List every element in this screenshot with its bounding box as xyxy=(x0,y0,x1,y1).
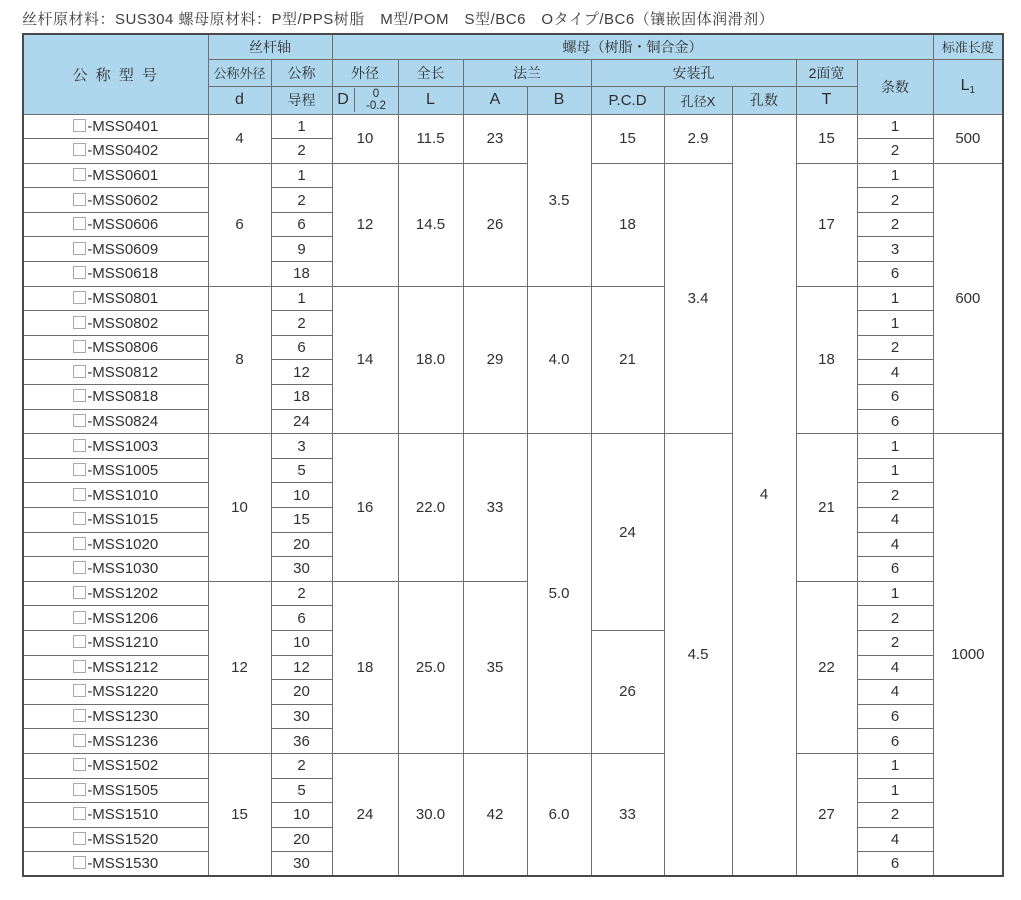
lead-cell: 9 xyxy=(271,237,332,262)
D-cell: 18 xyxy=(332,581,398,753)
model-cell xyxy=(23,827,208,852)
L1-cell: 1000 xyxy=(933,434,1003,877)
model-number: -MSS0606 xyxy=(87,216,159,234)
strips-cell: 3 xyxy=(857,237,933,262)
lead-cell: 3 xyxy=(271,434,332,459)
model-number: -MSS1010 xyxy=(87,486,159,504)
strips-cell: 4 xyxy=(857,827,933,852)
lead-cell: 20 xyxy=(271,680,332,705)
B-cell: 5.0 xyxy=(527,434,591,754)
type-placeholder-box-icon xyxy=(73,340,86,353)
lead-cell: 24 xyxy=(271,409,332,434)
model-cell xyxy=(23,557,208,582)
pcd-cell: 26 xyxy=(591,630,664,753)
header-L1-letter: L xyxy=(960,77,970,94)
B-cell: 4.0 xyxy=(527,286,591,434)
model-cell xyxy=(23,729,208,754)
L-cell: 11.5 xyxy=(398,114,463,163)
type-placeholder-box-icon xyxy=(73,242,86,255)
model-number: -MSS0824 xyxy=(87,412,159,430)
model-number: -MSS1030 xyxy=(87,560,159,578)
lead-cell: 36 xyxy=(271,729,332,754)
A-cell: 33 xyxy=(463,434,527,582)
model-cell xyxy=(23,704,208,729)
type-placeholder-box-icon xyxy=(73,217,86,230)
D-cell: 16 xyxy=(332,434,398,582)
header-screw-shaft: 丝杆轴 xyxy=(208,34,332,59)
model-cell xyxy=(23,655,208,680)
model-cell xyxy=(23,852,208,877)
strips-cell: 6 xyxy=(857,852,933,877)
model-cell xyxy=(23,114,208,139)
model-number: -MSS1206 xyxy=(87,609,159,627)
strips-cell: 1 xyxy=(857,581,933,606)
header-holeX: 孔径X xyxy=(664,86,732,114)
type-placeholder-box-icon xyxy=(73,783,86,796)
type-placeholder-box-icon xyxy=(73,758,86,771)
type-placeholder-box-icon xyxy=(73,635,86,648)
A-cell: 29 xyxy=(463,286,527,434)
L-cell: 14.5 xyxy=(398,163,463,286)
A-cell: 26 xyxy=(463,163,527,286)
pcd-cell: 18 xyxy=(591,163,664,286)
table-row xyxy=(23,581,1003,606)
model-cell xyxy=(23,508,208,533)
header-flange: 法兰 xyxy=(463,59,591,86)
model-number: -MSS1212 xyxy=(87,658,159,676)
model-cell xyxy=(23,237,208,262)
model-cell xyxy=(23,606,208,631)
A-cell: 42 xyxy=(463,753,527,876)
T-cell: 27 xyxy=(796,753,857,876)
type-placeholder-box-icon xyxy=(73,856,86,869)
model-number: -MSS1230 xyxy=(87,708,159,726)
table-header xyxy=(23,34,1003,114)
header-nominal: 公称 xyxy=(271,59,332,86)
T-cell: 17 xyxy=(796,163,857,286)
type-placeholder-box-icon xyxy=(73,537,86,550)
L1-cell: 500 xyxy=(933,114,1003,163)
table-row xyxy=(23,434,1003,459)
strips-cell: 2 xyxy=(857,188,933,213)
type-placeholder-box-icon xyxy=(73,439,86,452)
table-row xyxy=(23,286,1003,311)
model-number: -MSS0601 xyxy=(87,166,159,184)
model-cell xyxy=(23,335,208,360)
lead-cell: 2 xyxy=(271,753,332,778)
D-cell: 24 xyxy=(332,753,398,876)
model-cell xyxy=(23,360,208,385)
d-cell: 8 xyxy=(208,286,271,434)
lead-cell: 12 xyxy=(271,360,332,385)
strips-cell: 2 xyxy=(857,803,933,828)
B-cell: 3.5 xyxy=(527,114,591,286)
tolerance-lower: -0.2 xyxy=(366,100,386,112)
model-cell xyxy=(23,212,208,237)
strips-cell: 1 xyxy=(857,778,933,803)
type-placeholder-box-icon xyxy=(73,193,86,206)
model-number: -MSS0801 xyxy=(87,289,159,307)
header-mount-holes: 安装孔 xyxy=(591,59,796,86)
model-number: -MSS0609 xyxy=(87,240,159,258)
table-row xyxy=(23,753,1003,778)
model-cell xyxy=(23,409,208,434)
header-PCD: P.C.D xyxy=(591,86,664,114)
model-number: -MSS1520 xyxy=(87,831,159,849)
pcd-cell: 21 xyxy=(591,286,664,434)
lead-cell: 1 xyxy=(271,286,332,311)
lead-cell: 18 xyxy=(271,385,332,410)
strips-cell: 2 xyxy=(857,630,933,655)
model-cell xyxy=(23,311,208,336)
strips-cell: 1 xyxy=(857,458,933,483)
lead-cell: 6 xyxy=(271,335,332,360)
model-cell xyxy=(23,532,208,557)
type-placeholder-box-icon xyxy=(73,463,86,476)
A-cell: 35 xyxy=(463,581,527,753)
lead-cell: 20 xyxy=(271,827,332,852)
strips-cell: 2 xyxy=(857,483,933,508)
model-number: -MSS0818 xyxy=(87,388,159,406)
model-number: -MSS1210 xyxy=(87,634,159,652)
type-placeholder-box-icon xyxy=(73,684,86,697)
d-cell: 12 xyxy=(208,581,271,753)
lead-cell: 20 xyxy=(271,532,332,557)
model-cell xyxy=(23,286,208,311)
lead-cell: 2 xyxy=(271,311,332,336)
header-L1-sub: 1 xyxy=(969,85,976,96)
header-lead: 导程 xyxy=(271,86,332,114)
model-number: -MSS1003 xyxy=(87,437,159,455)
A-cell: 23 xyxy=(463,114,527,163)
type-placeholder-box-icon xyxy=(73,389,86,402)
type-placeholder-box-icon xyxy=(73,832,86,845)
d-cell: 10 xyxy=(208,434,271,582)
L1-cell: 600 xyxy=(933,163,1003,434)
T-cell: 15 xyxy=(796,114,857,163)
strips-cell: 6 xyxy=(857,729,933,754)
model-number: -MSS0812 xyxy=(87,363,159,381)
model-number: -MSS1020 xyxy=(87,535,159,553)
model-number: -MSS1510 xyxy=(87,806,159,824)
L-cell: 30.0 xyxy=(398,753,463,876)
holeX-cell: 2.9 xyxy=(664,114,732,163)
lead-cell: 30 xyxy=(271,704,332,729)
table-row xyxy=(23,114,1003,139)
lead-cell: 6 xyxy=(271,212,332,237)
model-cell xyxy=(23,803,208,828)
strips-cell: 1 xyxy=(857,163,933,188)
model-number: -MSS1220 xyxy=(87,683,159,701)
lead-cell: 5 xyxy=(271,458,332,483)
type-placeholder-box-icon xyxy=(73,365,86,378)
model-cell xyxy=(23,483,208,508)
L-cell: 18.0 xyxy=(398,286,463,434)
model-number: -MSS0806 xyxy=(87,339,159,357)
holeX-cell: 3.4 xyxy=(664,163,732,434)
model-number: -MSS1005 xyxy=(87,462,159,480)
strips-cell: 4 xyxy=(857,655,933,680)
lead-cell: 15 xyxy=(271,508,332,533)
lead-cell: 5 xyxy=(271,778,332,803)
strips-cell: 4 xyxy=(857,680,933,705)
model-number: -MSS1202 xyxy=(87,585,159,603)
strips-cell: 6 xyxy=(857,704,933,729)
lead-cell: 10 xyxy=(271,803,332,828)
lead-cell: 6 xyxy=(271,606,332,631)
header-D-letter: D xyxy=(337,91,349,108)
holes-cell: 4 xyxy=(732,114,796,876)
type-placeholder-box-icon xyxy=(73,168,86,181)
type-placeholder-box-icon xyxy=(73,807,86,820)
table-row xyxy=(23,163,1003,188)
D-cell: 10 xyxy=(332,114,398,163)
type-placeholder-box-icon xyxy=(73,488,86,501)
model-number: -MSS1505 xyxy=(87,781,159,799)
header-model: 公 称 型 号 xyxy=(23,34,208,114)
lead-cell: 2 xyxy=(271,581,332,606)
model-cell xyxy=(23,680,208,705)
model-number: -MSS0602 xyxy=(87,191,159,209)
type-placeholder-box-icon xyxy=(73,660,86,673)
pcd-cell: 15 xyxy=(591,114,664,163)
header-od: 外径 xyxy=(332,59,398,86)
pcd-cell: 24 xyxy=(591,434,664,631)
type-placeholder-box-icon xyxy=(73,291,86,304)
d-cell: 4 xyxy=(208,114,271,163)
model-cell xyxy=(23,778,208,803)
spec-table xyxy=(22,33,1004,877)
model-number: -MSS0618 xyxy=(87,265,159,283)
lead-cell: 2 xyxy=(271,188,332,213)
strips-cell: 2 xyxy=(857,212,933,237)
model-cell xyxy=(23,581,208,606)
type-placeholder-box-icon xyxy=(73,414,86,427)
header-D-tolerance xyxy=(354,88,398,112)
pcd-cell: 33 xyxy=(591,753,664,876)
lead-cell: 2 xyxy=(271,139,332,164)
tolerance-upper: 0 xyxy=(372,88,380,100)
model-number: -MSS0401 xyxy=(87,117,159,135)
strips-cell: 2 xyxy=(857,139,933,164)
header-two-flats: 2面宽 xyxy=(796,59,857,86)
holeX-cell: 4.5 xyxy=(664,434,732,877)
lead-cell: 18 xyxy=(271,262,332,287)
table-body xyxy=(23,114,1003,876)
header-holes: 孔数 xyxy=(732,86,796,114)
header-std-length: 标准长度 xyxy=(933,34,1003,59)
page-title: 丝杆原材料：SUS304 螺母原材料：P型/PPS树脂 M型/POM S型/BC6 Oタイプ/BC6（镶嵌固体润滑剂） xyxy=(22,11,775,28)
strips-cell: 4 xyxy=(857,508,933,533)
header-B: B xyxy=(527,86,591,114)
type-placeholder-box-icon xyxy=(73,561,86,574)
T-cell: 21 xyxy=(796,434,857,582)
type-placeholder-box-icon xyxy=(73,586,86,599)
header-total-length: 全长 xyxy=(398,59,463,86)
strips-cell: 2 xyxy=(857,335,933,360)
type-placeholder-box-icon xyxy=(73,316,86,329)
header-row-1 xyxy=(23,34,1003,59)
D-cell: 14 xyxy=(332,286,398,434)
T-cell: 18 xyxy=(796,286,857,434)
model-cell xyxy=(23,753,208,778)
model-number: -MSS1015 xyxy=(87,511,159,529)
type-placeholder-box-icon xyxy=(73,143,86,156)
lead-cell: 30 xyxy=(271,852,332,877)
type-placeholder-box-icon xyxy=(73,512,86,525)
lead-cell: 10 xyxy=(271,630,332,655)
header-nut: 螺母（树脂・铜合金） xyxy=(332,34,933,59)
header-nominal-od: 公称外径 xyxy=(208,59,271,86)
type-placeholder-box-icon xyxy=(73,266,86,279)
type-placeholder-box-icon xyxy=(73,611,86,624)
model-cell xyxy=(23,139,208,164)
strips-cell: 1 xyxy=(857,114,933,139)
model-cell xyxy=(23,434,208,459)
model-number: -MSS1530 xyxy=(87,855,159,873)
type-placeholder-box-icon xyxy=(73,734,86,747)
model-cell xyxy=(23,262,208,287)
strips-cell: 6 xyxy=(857,262,933,287)
strips-cell: 1 xyxy=(857,434,933,459)
strips-cell: 1 xyxy=(857,311,933,336)
model-cell xyxy=(23,188,208,213)
lead-cell: 10 xyxy=(271,483,332,508)
d-cell: 6 xyxy=(208,163,271,286)
header-L1 xyxy=(933,59,1003,114)
strips-cell: 1 xyxy=(857,286,933,311)
lead-cell: 12 xyxy=(271,655,332,680)
header-T: T xyxy=(796,86,857,114)
B-cell: 6.0 xyxy=(527,753,591,876)
D-cell: 12 xyxy=(332,163,398,286)
lead-cell: 1 xyxy=(271,163,332,188)
model-cell xyxy=(23,630,208,655)
strips-cell: 1 xyxy=(857,753,933,778)
header-d: d xyxy=(208,86,271,114)
strips-cell: 6 xyxy=(857,385,933,410)
strips-cell: 6 xyxy=(857,557,933,582)
L-cell: 25.0 xyxy=(398,581,463,753)
header-D-tol xyxy=(332,86,398,114)
model-number: -MSS1236 xyxy=(87,732,159,750)
header-L: L xyxy=(398,86,463,114)
strips-cell: 4 xyxy=(857,360,933,385)
T-cell: 22 xyxy=(796,581,857,753)
model-cell xyxy=(23,163,208,188)
model-cell xyxy=(23,385,208,410)
L-cell: 22.0 xyxy=(398,434,463,582)
type-placeholder-box-icon xyxy=(73,119,86,132)
model-number: -MSS0802 xyxy=(87,314,159,332)
model-number: -MSS0402 xyxy=(87,142,159,160)
header-A: A xyxy=(463,86,527,114)
strips-cell: 2 xyxy=(857,606,933,631)
lead-cell: 1 xyxy=(271,114,332,139)
type-placeholder-box-icon xyxy=(73,709,86,722)
lead-cell: 30 xyxy=(271,557,332,582)
model-number: -MSS1502 xyxy=(87,757,159,775)
model-cell xyxy=(23,458,208,483)
strips-cell: 4 xyxy=(857,532,933,557)
header-strips: 条数 xyxy=(857,59,933,114)
d-cell: 15 xyxy=(208,753,271,876)
strips-cell: 6 xyxy=(857,409,933,434)
